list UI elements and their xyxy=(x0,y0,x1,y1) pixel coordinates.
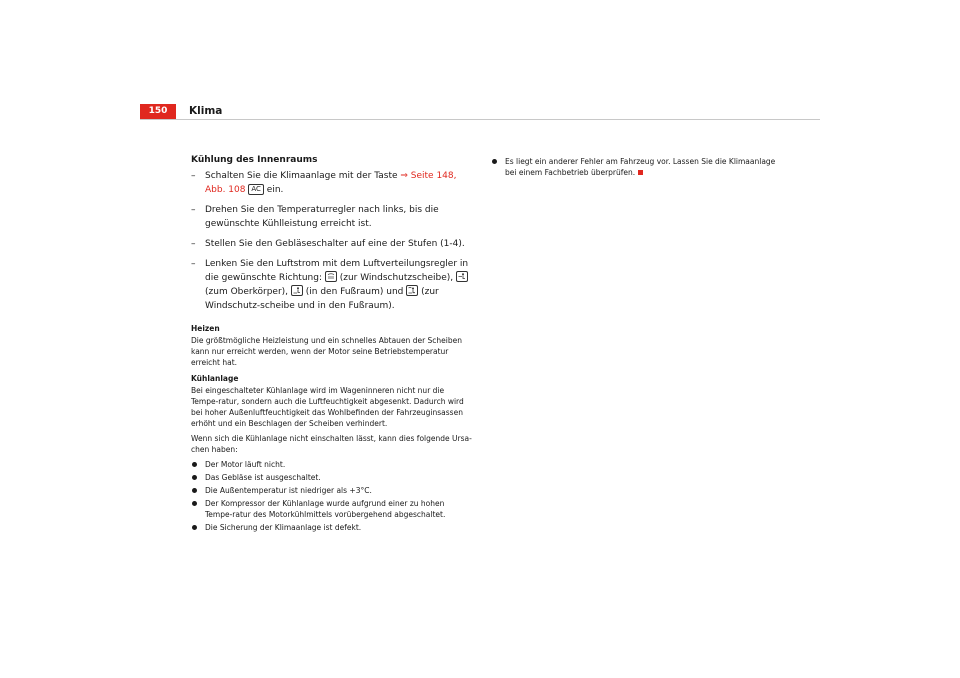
step-4 xyxy=(191,257,473,313)
step-1 xyxy=(191,169,473,197)
list-item: Der Motor läuft nicht. xyxy=(191,459,473,470)
chapter-title: Klima xyxy=(189,105,223,117)
step-dash: – xyxy=(191,205,196,215)
section-end-icon xyxy=(638,170,643,175)
list-item: Die Außentemperatur ist niedriger als +3°C. xyxy=(191,485,473,496)
heizen-heading: Heizen xyxy=(191,324,220,333)
step-1-text-end: ein. xyxy=(263,185,284,195)
bullet-icon xyxy=(192,462,197,467)
step-4-text-c: (zum Oberkörper), xyxy=(205,287,291,297)
page-number: 150 xyxy=(140,104,176,119)
step-4-text-b: (zur Windschutzscheibe), xyxy=(336,273,456,283)
step-2 xyxy=(191,203,473,231)
bullet-icon xyxy=(192,501,197,506)
causes-intro: Wenn sich die Kühlanlage nicht einschalten lässt, kann dies folgende Ursa-chen haben: xyxy=(191,434,472,454)
right-column xyxy=(491,154,781,180)
kuehlanlage-heading: Kühlanlage xyxy=(191,374,239,383)
step-3-text: Stellen Sie den Gebläseschalter auf eine der Stufen (1-4). xyxy=(205,239,465,249)
step-4-text-d: (in den Fußraum) und xyxy=(302,287,407,297)
page-header xyxy=(140,104,820,120)
windshield-footwell-vent-icon xyxy=(406,285,418,296)
step-dash: – xyxy=(191,171,196,181)
page-reference-link[interactable]: ⇒ Seite 148, Abb. 108 xyxy=(205,171,457,195)
upper-body-vent-icon xyxy=(456,271,468,282)
list-item: Die Sicherung der Klimaanlage ist defekt. xyxy=(191,522,473,533)
step-1-text: Schalten Sie die Klimaanlage mit der Taste xyxy=(205,171,401,181)
header-rule xyxy=(140,119,820,120)
step-3 xyxy=(191,237,473,251)
list-item: Der Kompressor der Kühlanlage wurde aufgrund einer zu hohen Tempe-ratur des Motorkühlmittels vorübergehend abgeschaltet. xyxy=(191,498,473,520)
bullet-icon xyxy=(192,475,197,480)
footwell-vent-icon xyxy=(291,285,303,296)
bullet-icon xyxy=(492,159,497,164)
step-4-text-e: (zur Windschutz-scheibe und in den Fußraum). xyxy=(205,287,439,311)
windshield-vent-icon xyxy=(325,271,337,282)
step-2-text: Drehen Sie den Temperaturregler nach links, bis die gewünschte Kühlleistung erreicht ist. xyxy=(205,205,439,229)
step-4-text: Lenken Sie den Luftstrom mit dem Luftverteilungsregler in die gewünschte Richtung: xyxy=(205,259,469,283)
list-item: Das Gebläse ist ausgeschaltet. xyxy=(191,472,473,483)
bullet-icon xyxy=(192,525,197,530)
heizen-paragraph: Die größtmögliche Heizleistung und ein schnelles Abtauen der Scheiben kann nur erreicht werden, wenn der Motor seine Betriebstemperatur erreicht hat. xyxy=(191,336,462,367)
left-column xyxy=(191,154,473,535)
bullet-icon xyxy=(192,488,197,493)
step-dash: – xyxy=(191,239,196,249)
step-dash: – xyxy=(191,259,196,269)
section-heading: Kühlung des Innenraums xyxy=(191,155,318,165)
list-item: Es liegt ein anderer Fehler am Fahrzeug vor. Lassen Sie die Klimaanlage bei einem Fachbetrieb überprüfen. xyxy=(491,156,781,178)
kuehlanlage-paragraph: Bei eingeschalteter Kühlanlage wird im Wageninneren nicht nur die Tempe-ratur, sondern auch die Luftfeuchtigkeit abgesenkt. Dadurch wird bei hoher Außenluftfeuchtigkeit das Wohlbefinden der Fahrzeuginsassen erhöht und ein Beschlagen der Scheiben verhindert. xyxy=(191,386,464,428)
ac-key-symbol: AC xyxy=(248,184,264,195)
